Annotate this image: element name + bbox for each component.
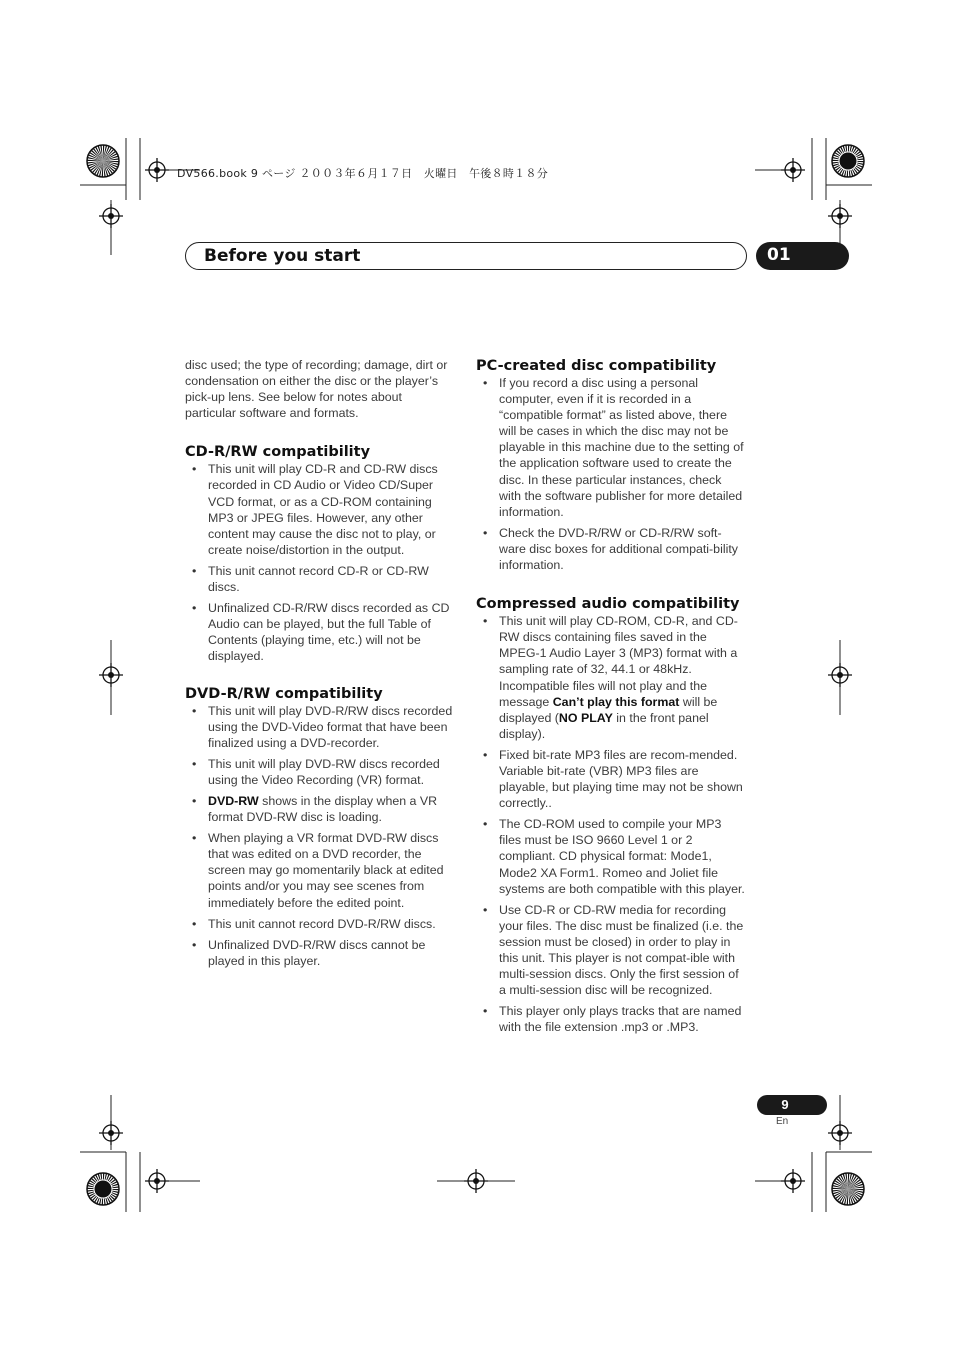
list-item: • This player only plays tracks that are named with the file extension .mp3 or .MP3. [476, 1003, 746, 1035]
list-item: • Use CD-R or CD-RW media for recording your files. The disc must be finalized (i.e. the session must be closed) in order to play in this unit. This player is not compat-ible with multi-session discs. Only the first session of a multi-session disc will be recognized. [476, 902, 746, 999]
file-info-header: DV566.book 9 ページ ２００３年６月１７日 火曜日 午後８時１８分 [177, 167, 549, 180]
starburst-mark [832, 1173, 864, 1205]
list-item: • This unit will play DVD-RW discs recorded using the Video Recording (VR) format. [185, 756, 455, 788]
starburst-mark [87, 1173, 119, 1205]
left-column [185, 357, 455, 974]
cdrw-heading: CD-R/RW compatibility [185, 444, 371, 461]
right-column [476, 357, 746, 1040]
list-item: • This unit cannot record DVD-R/RW discs. [185, 916, 455, 932]
list-item: • If you record a disc using a personal computer, even if it is recorded in a “compatible format” as listed above, there will be cases in which the disc may not be playable in this machine due to the setting of the application software used to create the disc. In these particular instances, check with the software publisher for more detailed information. [476, 375, 746, 520]
page-number: 9 [781, 1097, 789, 1112]
list-item-text: will be displayed ( [499, 694, 718, 725]
list-item: • This unit will play DVD-R/RW discs recorded using the DVD-Video format that have been finalized using a DVD-recorder. [185, 703, 455, 751]
audio-heading: Compressed audio compatibility [476, 596, 740, 613]
list-item: • Fixed bit-rate MP3 files are recom-mended. Variable bit-rate (VBR) MP3 files are playable, but playing time may not be shown correctly.. [476, 747, 746, 811]
dvdrw-list [185, 703, 455, 969]
list-item: • This unit cannot record CD-R or CD-RW discs. [185, 563, 455, 595]
list-item: • The CD-ROM used to compile your MP3 files must be ISO 9660 Level 1 or 2 compliant. CD physical format: Mode1, Mode2 XA Form1. Romeo and Joliet file systems are both compatible with this player. [476, 816, 746, 896]
page-number-badge [757, 1095, 827, 1115]
starburst-mark [832, 145, 864, 177]
list-item-text: shows in the display when a VR format DVD-RW disc is loading. [208, 793, 438, 825]
message-text: Can’t play this format [552, 694, 680, 709]
display-text: NO PLAY [558, 710, 613, 725]
list-item [476, 613, 746, 742]
list-item: • When playing a VR format DVD-RW discs that was edited on a DVD recorder, the screen may go momentarily black at edited points and/or you may see scenes from immediately before the edited point. [185, 830, 455, 910]
pc-list [476, 375, 746, 573]
list-item: • Unfinalized DVD-R/RW discs cannot be played in this player. [185, 937, 455, 969]
list-item-text: This unit will play CD-ROM, CD-R, and CD-RW discs containing files saved in the MPEG-1 Audio Layer 3 (MP3) format with a sampling rate of 32, 44.1 or 48kHz. Incompatible files will not play and the message [499, 614, 738, 709]
intro-paragraph: disc used; the type of recording; damage, dirt or condensation on either the disc or the player’s pick-up lens. See below for notes about particular software and formats. [185, 358, 448, 421]
page-title: Before you start [204, 246, 361, 266]
pc-heading: PC-created disc compatibility [476, 358, 717, 374]
list-item-text: in the front panel display). [499, 710, 709, 741]
list-item: • Check the DVD-R/RW or CD-R/RW soft-ware disc boxes for additional compati-bility information. [476, 525, 746, 573]
chapter-number: 01 [767, 245, 791, 265]
starburst-mark [87, 145, 119, 177]
bold-term: DVD-RW [208, 793, 259, 808]
list-item: • Unfinalized CD-R/RW discs recorded as CD Audio can be played, but the full Table of Contents (playing time, etc.) will not be displayed. [185, 600, 455, 664]
language-label: En [776, 1116, 789, 1127]
list-item: • This unit will play CD-R and CD-RW discs recorded in CD Audio or Video CD/Super VCD format, or as a CD-ROM containing MP3 or JPEG files. However, any other content may cause the disc not to play, or create noise/distortion in the output. [185, 461, 455, 558]
section-title-bar [185, 242, 747, 270]
cdrw-list [185, 461, 455, 664]
dvdrw-heading: DVD-R/RW compatibility [185, 685, 383, 702]
chapter-badge [756, 242, 849, 270]
audio-list [476, 613, 746, 1035]
list-item [185, 793, 455, 825]
